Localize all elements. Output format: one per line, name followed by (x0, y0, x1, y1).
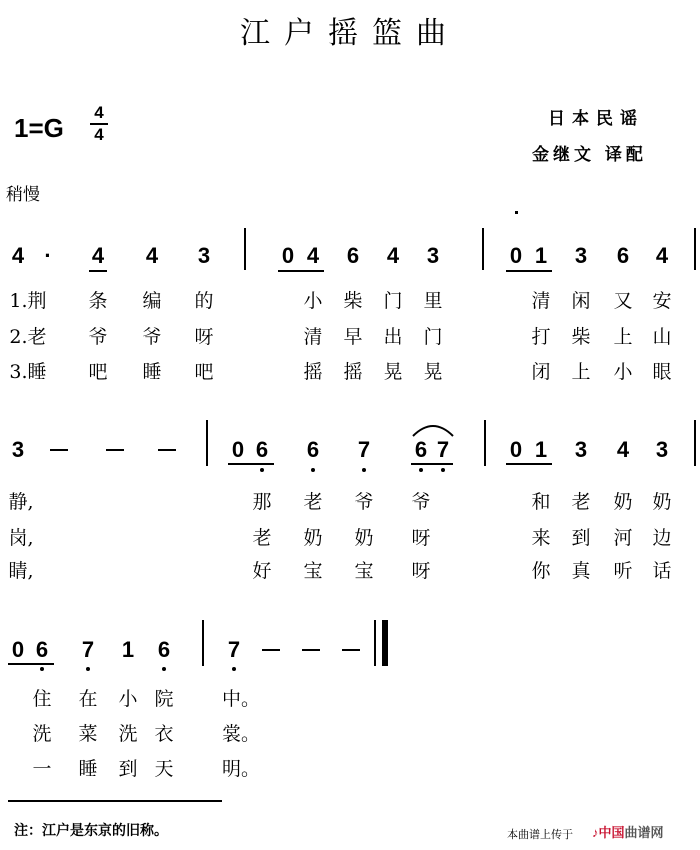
extension-dash (158, 449, 176, 451)
final-barline-thick (382, 620, 388, 666)
barline (694, 228, 696, 270)
note: 0 (11, 637, 25, 662)
note: 1 (534, 243, 548, 268)
note: 7 (436, 437, 450, 462)
barline (482, 228, 484, 270)
time-signature (88, 103, 110, 145)
note: 3 (574, 243, 588, 268)
note: 6 (255, 437, 269, 462)
note: 4 (655, 243, 669, 268)
note: 3 (574, 437, 588, 462)
key-signature: 1=G (14, 113, 64, 143)
note: 3 (197, 243, 211, 268)
barline (484, 420, 486, 466)
extension-dash (342, 649, 360, 651)
note: 4 (306, 243, 320, 268)
extension-dash (302, 649, 320, 651)
slur-mark (410, 420, 456, 438)
origin-credit: 日本民谣 (548, 109, 644, 129)
note: 3 (426, 243, 440, 268)
note: 0 (281, 243, 295, 268)
extension-dash (262, 649, 280, 651)
note: 3 (655, 437, 669, 462)
time-signature-top: 4 (94, 103, 104, 122)
note: 6 (414, 437, 428, 462)
barline (694, 420, 696, 466)
final-barline-thin (374, 620, 376, 666)
note: 4 (386, 243, 400, 268)
note: 7 (227, 637, 241, 662)
note: 6 (157, 637, 171, 662)
note: 1 (121, 637, 135, 662)
extension-dash (50, 449, 68, 451)
time-signature-bottom: 4 (94, 125, 104, 144)
note: 4 (145, 243, 159, 268)
note: 0 (231, 437, 245, 462)
note: 7 (81, 637, 95, 662)
note: 6 (346, 243, 360, 268)
source-label: 本曲谱上传于 (507, 829, 573, 841)
note: 7 (357, 437, 371, 462)
site-logo-icon: ♪ (592, 825, 599, 840)
note: 6 (35, 637, 49, 662)
barline (206, 420, 208, 466)
note: 6 (616, 243, 630, 268)
barline (244, 228, 246, 270)
augmentation-dot: · (44, 243, 52, 268)
note: 4 (11, 243, 25, 268)
translator-credit: 金继文 译配 (532, 145, 647, 165)
song-title: 江户摇篮曲 (240, 16, 460, 51)
footnote: 注：江户是东京的旧称。 (14, 823, 168, 839)
site-watermark[interactable]: ♪中国曲谱网 (592, 825, 664, 840)
note: 3 (11, 437, 25, 462)
note: 0 (509, 243, 523, 268)
note: 0 (509, 437, 523, 462)
tempo-marking: 稍慢 (6, 185, 40, 205)
note: 1 (534, 437, 548, 462)
extension-dash (106, 449, 124, 451)
footnote-divider (8, 800, 222, 802)
note: 6 (306, 437, 320, 462)
barline (202, 620, 204, 666)
note: 4 (91, 243, 105, 268)
note: 4 (616, 437, 630, 462)
